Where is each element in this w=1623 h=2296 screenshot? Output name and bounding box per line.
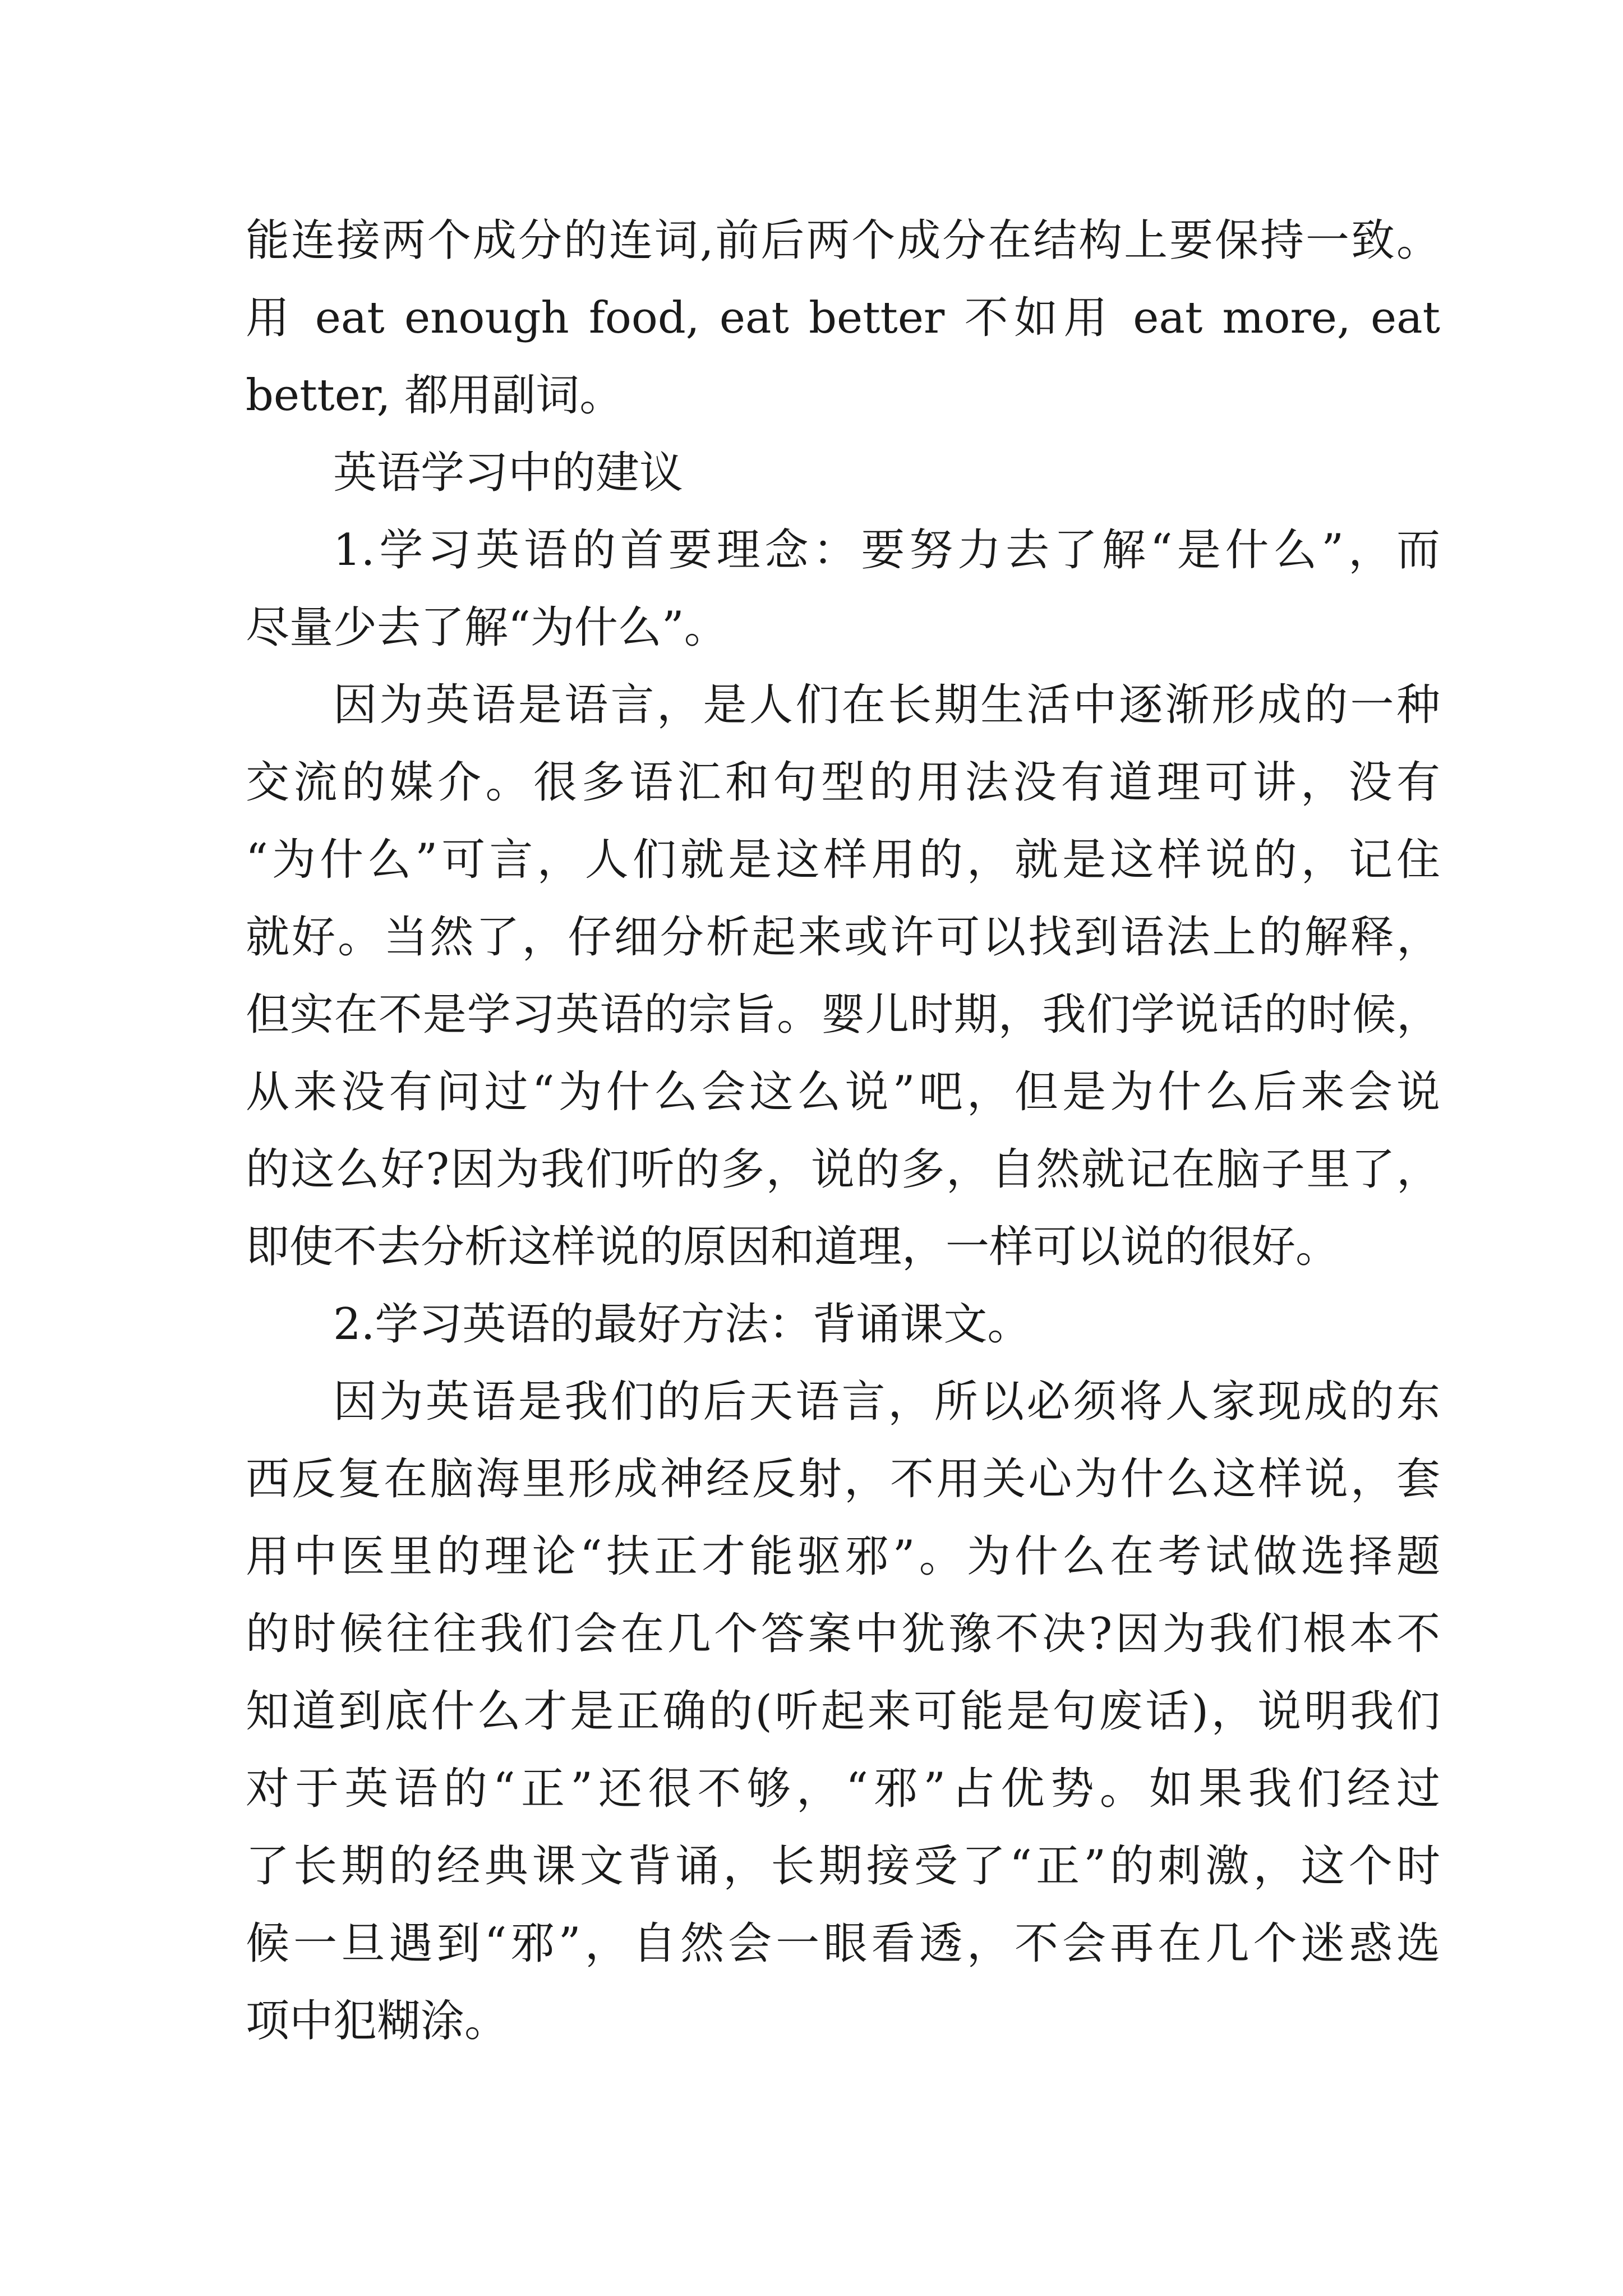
text-line: 但实在不是学习英语的宗旨。婴儿时期，我们学说话的时候， (246, 990, 1440, 1040)
text-line: 交流的媒介。很多语汇和句型的用法没有道理可讲，没有 (246, 757, 1440, 808)
text-line: 能连接两个成分的连词,前后两个成分在结构上要保持一致。 (246, 215, 1440, 266)
text-line: 知道到底什么才是正确的(听起来可能是句废话)，说明我们 (246, 1686, 1440, 1737)
text-line: 的时候往往我们会在几个答案中犹豫不决?因为我们根本不 (246, 1609, 1440, 1659)
list-item-heading: 1.学习英语的首要理念：要努力去了解“是什么”，而 (333, 525, 1440, 576)
list-item-heading: 2.学习英语的最好方法：背诵课文。 (333, 1299, 1031, 1350)
text-line: 尽量少去了解“为什么”。 (246, 602, 728, 653)
text-line: 因为英语是我们的后天语言，所以必须将人家现成的东 (333, 1377, 1440, 1427)
text-line: 就好。当然了，仔细分析起来或许可以找到语法上的解释， (246, 912, 1440, 963)
text-line: “为什么”可言，人们就是这样用的，就是这样说的，记住 (246, 835, 1440, 885)
text-line: 西反复在脑海里形成神经反射，不用关心为什么这样说，套 (246, 1454, 1440, 1504)
text-line: 的这么好?因为我们听的多，说的多，自然就记在脑子里了， (246, 1144, 1440, 1195)
section-heading: 英语学习中的建议 (333, 448, 684, 498)
text-line: 用 eat enough food, eat better 不如用 eat more, eat (246, 293, 1440, 343)
text-line: 对于英语的“正”还很不够，“邪”占优势。如果我们经过 (246, 1764, 1440, 1814)
text-line: 候一旦遇到“邪”，自然会一眼看透，不会再在几个迷惑选 (246, 1918, 1440, 1969)
text-line: 从来没有问过“为什么会这么说”吧，但是为什么后来会说 (246, 1067, 1440, 1117)
body-text (246, 202, 1440, 2060)
text-line: 项中犯糊涂。 (246, 1996, 509, 2046)
text-line: 用中医里的理论“扶正才能驱邪”。为什么在考试做选择题 (246, 1531, 1440, 1582)
text-line: 了长期的经典课文背诵，长期接受了“正”的刺激，这个时 (246, 1841, 1440, 1892)
text-line: 因为英语是语言，是人们在长期生活中逐渐形成的一种 (333, 680, 1440, 730)
text-line: 即使不去分析这样说的原因和道理，一样可以说的很好。 (246, 1222, 1340, 1272)
text-line: better, 都用副词。 (246, 370, 624, 421)
